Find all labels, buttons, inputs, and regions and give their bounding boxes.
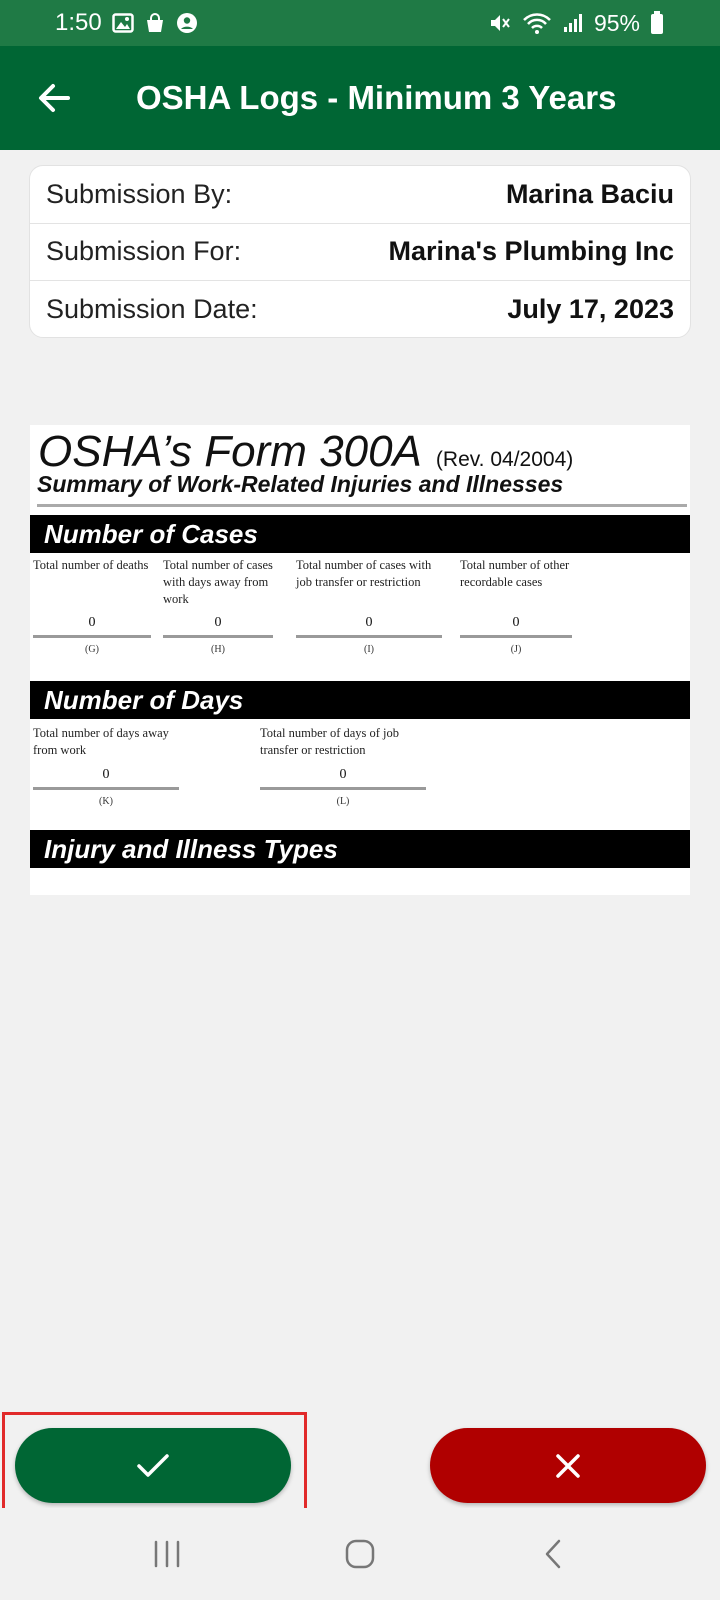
check-icon xyxy=(135,1451,171,1481)
page-title: OSHA Logs - Minimum 3 Years xyxy=(136,79,617,116)
field-deaths xyxy=(33,557,151,655)
reject-button[interactable] xyxy=(430,1428,706,1503)
recent-apps-button[interactable] xyxy=(127,1514,207,1594)
wifi-icon xyxy=(522,11,552,35)
field-value: 0 xyxy=(88,615,96,630)
status-time: 1:50 xyxy=(55,9,102,36)
home-icon xyxy=(343,1537,377,1571)
field-label: Total number of cases with days away from work xyxy=(163,558,273,606)
mute-icon xyxy=(488,12,512,34)
submission-date-row xyxy=(30,281,690,338)
field-underline xyxy=(163,635,273,638)
field-other-cases xyxy=(460,557,572,655)
field-days-away-cases xyxy=(163,557,273,655)
field-label: Total number of other recordable cases xyxy=(460,558,570,589)
field-underline xyxy=(33,787,179,790)
field-underline xyxy=(296,635,442,638)
battery-percent: 95% xyxy=(593,9,640,36)
form-title-line xyxy=(38,427,573,477)
field-label: Total number of days away from work xyxy=(33,726,169,757)
section-injury-illness-types: Injury and Illness Types xyxy=(30,830,690,868)
field-days-transfer xyxy=(260,725,426,807)
field-code: (J) xyxy=(510,644,522,655)
section-number-of-days: Number of Days xyxy=(30,681,690,719)
submission-for-row xyxy=(30,224,690,282)
status-left xyxy=(55,9,198,37)
signal-icon xyxy=(562,12,584,34)
recent-apps-icon xyxy=(150,1539,184,1569)
field-label: Total number of cases with job transfer or restriction xyxy=(296,558,432,589)
shopping-bag-icon xyxy=(144,12,166,34)
submission-by-label: Submission By: xyxy=(46,178,233,209)
back-button[interactable] xyxy=(0,46,108,150)
submission-date-label: Submission Date: xyxy=(46,294,258,325)
chevron-left-icon xyxy=(541,1537,565,1571)
field-days-away xyxy=(33,725,179,807)
account-icon xyxy=(176,12,198,34)
form-revision: (Rev. 04/2004) xyxy=(435,448,574,471)
status-right xyxy=(488,10,664,37)
document-preview[interactable] xyxy=(30,425,690,895)
approve-button[interactable] xyxy=(15,1428,291,1503)
close-icon xyxy=(553,1451,583,1481)
submission-by-row xyxy=(30,166,690,224)
field-underline xyxy=(260,787,426,790)
submission-date-value: July 17, 2023 xyxy=(507,294,674,325)
home-button[interactable] xyxy=(320,1514,400,1594)
field-label: Total number of days of job transfer or restriction xyxy=(260,726,400,757)
field-underline xyxy=(33,635,151,638)
field-value: 0 xyxy=(365,615,373,630)
form-title: OSHA’s Form 300A xyxy=(38,427,422,476)
system-nav-bar xyxy=(0,1508,720,1600)
field-value: 0 xyxy=(339,767,347,782)
field-value: 0 xyxy=(102,767,110,782)
back-nav-button[interactable] xyxy=(513,1514,593,1594)
submission-by-value: Marina Baciu xyxy=(505,178,674,209)
field-value: 0 xyxy=(512,615,520,630)
status-bar xyxy=(0,0,720,46)
field-code: (G) xyxy=(85,644,99,655)
field-code: (I) xyxy=(364,644,374,655)
field-label: Total number of deaths xyxy=(33,558,149,572)
field-code: (L) xyxy=(336,796,350,807)
section-number-of-cases: Number of Cases xyxy=(30,515,690,553)
app-bar xyxy=(0,46,720,150)
submission-for-label: Submission For: xyxy=(46,236,242,267)
field-underline xyxy=(460,635,572,638)
image-icon xyxy=(112,12,134,34)
field-transfer-cases xyxy=(296,557,442,655)
field-code: (H) xyxy=(211,644,225,655)
battery-icon xyxy=(650,11,664,35)
form-subtitle: Summary of Work-Related Injuries and Illnesses xyxy=(37,471,687,507)
field-code: (K) xyxy=(99,796,113,807)
arrow-left-icon xyxy=(36,80,72,116)
submission-for-value: Marina's Plumbing Inc xyxy=(388,236,674,267)
field-value: 0 xyxy=(214,615,222,630)
submission-info-card xyxy=(29,165,691,338)
